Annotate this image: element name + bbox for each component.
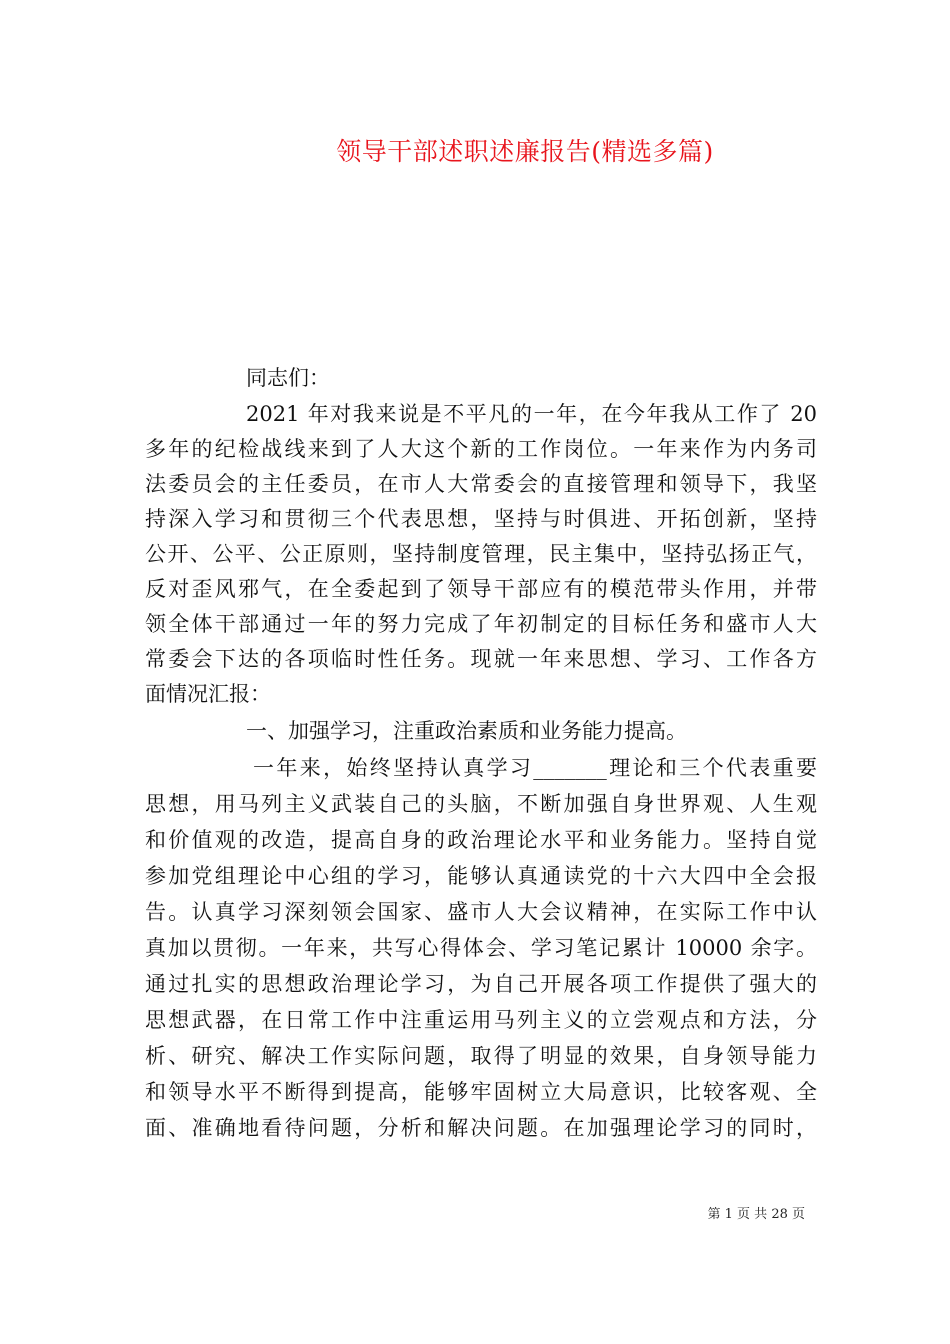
page-title: 领导干部述职述廉报告(精选多篇): [336, 137, 714, 166]
paragraph-line: 和价值观的改造，提高自身的政治理论水平和业务能力。坚持自觉: [145, 828, 817, 852]
paragraph-line: 公开、公平、公正原则，坚持制度管理，民主集中，坚持弘扬正气，: [145, 542, 817, 566]
paragraph-line: 常委会下达的各项临时性任务。现就一年来思想、学习、工作各方: [145, 647, 817, 671]
paragraph-line: 法委员会的主任委员，在市人大常委会的直接管理和领导下，我坚: [145, 472, 817, 496]
paragraph-line: 2021 年对我来说是不平凡的一年，在今年我从工作了 20: [246, 402, 817, 426]
paragraph-line: 持深入学习和贯彻三个代表思想，坚持与时俱进、开拓创新，坚持: [145, 507, 817, 531]
paragraph-line: 思想武器，在日常工作中注重运用马列主义的立尝观点和方法，分: [145, 1008, 817, 1032]
paragraph-line: 通过扎实的思想政治理论学习，为自己开展各项工作提供了强大的: [145, 972, 817, 996]
paragraph-line: 真加以贯彻。一年来，共写心得体会、学习笔记累计 10000 余字。: [145, 936, 817, 960]
section-heading: 一、加强学习，注重政治素质和业务能力提高。: [246, 719, 687, 743]
paragraph-line: 多年的纪检战线来到了人大这个新的工作岗位。一年来作为内务司: [145, 437, 817, 461]
paragraph-line: 和领导水平不断得到提高，能够牢固树立大局意识，比较客观、全: [145, 1080, 817, 1104]
paragraph-line: 参加党组理论中心组的学习，能够认真通读党的十六大四中全会报: [145, 864, 817, 888]
paragraph-line: 反对歪风邪气，在全委起到了领导干部应有的模范带头作用，并带: [145, 577, 817, 601]
paragraph-line: 思想，用马列主义武装自己的头脑，不断加强自身世界观、人生观: [145, 792, 817, 816]
paragraph-line: 面情况汇报：: [145, 682, 271, 706]
page-number: 第 1 页 共 28 页: [707, 1207, 805, 1222]
paragraph-line: 析、研究、解决工作实际问题，取得了明显的效果，自身领导能力: [145, 1044, 817, 1068]
paragraph-line: 告。认真学习深刻领会国家、盛市人大会议精神，在实际工作中认: [145, 900, 817, 924]
paragraph-line: 领全体干部通过一年的努力完成了年初制定的目标任务和盛市人大: [145, 612, 817, 636]
salutation: 同志们：: [246, 366, 330, 390]
paragraph-line: 面、准确地看待问题，分析和解决问题。在加强理论学习的同时，: [145, 1116, 817, 1140]
paragraph-line: 一年来，始终坚持认真学习_______理论和三个代表重要: [253, 756, 817, 780]
